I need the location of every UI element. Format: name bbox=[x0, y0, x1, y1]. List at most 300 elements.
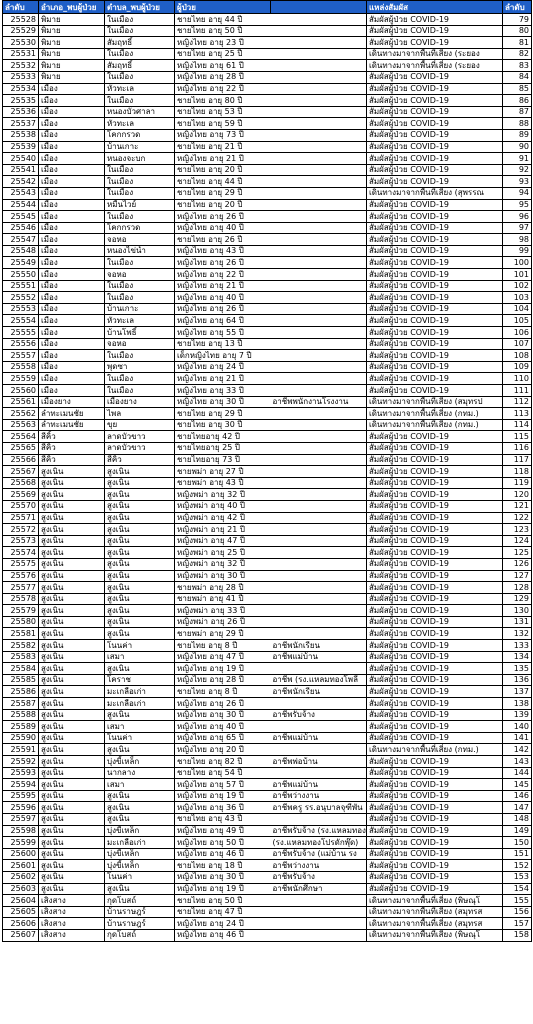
cell-district: เมือง bbox=[39, 95, 105, 107]
cell-case-no: 25588 bbox=[3, 709, 39, 721]
col-header-subdistrict: ตำบล_พบผู้ป่วย bbox=[105, 1, 175, 14]
cell-subdistrict: สูงเนิน bbox=[105, 616, 175, 628]
cell-case-no: 25575 bbox=[3, 558, 39, 570]
cell-district: สูงเนิน bbox=[39, 813, 105, 825]
cell-case-no: 25573 bbox=[3, 535, 39, 547]
cell-district: สูงเนิน bbox=[39, 651, 105, 663]
cell-case-no: 25528 bbox=[3, 14, 39, 26]
cell-occupation bbox=[271, 547, 367, 559]
table-row bbox=[3, 918, 532, 930]
cell-patient: หญิงไทย อายุ 43 ปี bbox=[175, 245, 271, 257]
cell-seq: 151 bbox=[503, 848, 532, 860]
cell-patient: เด็กหญิงไทย อายุ 7 ปี bbox=[175, 350, 271, 362]
cell-seq: 95 bbox=[503, 199, 532, 211]
cell-case-no: 25552 bbox=[3, 292, 39, 304]
table-row bbox=[3, 257, 532, 269]
cell-patient: หญิงไทย อายุ 19 ปี bbox=[175, 883, 271, 895]
cell-occupation bbox=[271, 385, 367, 397]
cell-exposure: เดินทางมาจากพื้นที่เสี่ยง (สมุทรป bbox=[367, 396, 503, 408]
cell-exposure: สัมผัสผู้ป่วย COVID-19 bbox=[367, 257, 503, 269]
cell-case-no: 25549 bbox=[3, 257, 39, 269]
cell-seq: 132 bbox=[503, 628, 532, 640]
cell-patient: หญิงไทย อายุ 40 ปี bbox=[175, 292, 271, 304]
cell-seq: 111 bbox=[503, 385, 532, 397]
cell-case-no: 25593 bbox=[3, 767, 39, 779]
cell-seq: 129 bbox=[503, 593, 532, 605]
cell-patient: หญิงไทย อายุ 49 ปี bbox=[175, 825, 271, 837]
cell-patient: ชายพม่า อายุ 41 ปี bbox=[175, 593, 271, 605]
cell-exposure: สัมผัสผู้ป่วย COVID-19 bbox=[367, 628, 503, 640]
cell-case-no: 25561 bbox=[3, 396, 39, 408]
cell-district: เมือง bbox=[39, 245, 105, 257]
cell-case-no: 25578 bbox=[3, 593, 39, 605]
cell-case-no: 25562 bbox=[3, 408, 39, 420]
cell-exposure: สัมผัสผู้ป่วย COVID-19 bbox=[367, 327, 503, 339]
cell-patient: ชายพม่า อายุ 29 ปี bbox=[175, 628, 271, 640]
cell-seq: 137 bbox=[503, 686, 532, 698]
cell-case-no: 25607 bbox=[3, 929, 39, 941]
cell-subdistrict: หนองไข่น้ำ bbox=[105, 245, 175, 257]
cell-district: เมือง bbox=[39, 303, 105, 315]
cell-seq: 146 bbox=[503, 790, 532, 802]
col-header-patient: ผู้ป่วย bbox=[175, 1, 271, 14]
cell-case-no: 25547 bbox=[3, 234, 39, 246]
table-row bbox=[3, 825, 532, 837]
cell-occupation bbox=[271, 25, 367, 37]
cell-exposure: สัมผัสผู้ป่วย COVID-19 bbox=[367, 547, 503, 559]
cell-occupation: อาชีพพ่อบ้าน bbox=[271, 756, 367, 768]
cell-patient: ชายพม่า อายุ 27 ปี bbox=[175, 466, 271, 478]
cell-occupation bbox=[271, 419, 367, 431]
cell-exposure: เดินทางมาจากพื้นที่เสี่ยง (กทม.) bbox=[367, 419, 503, 431]
table-row bbox=[3, 222, 532, 234]
table-row bbox=[3, 373, 532, 385]
cell-patient: หญิงไทย อายุ 64 ปี bbox=[175, 315, 271, 327]
col-header-occupation bbox=[271, 1, 367, 14]
table-row bbox=[3, 269, 532, 281]
cell-exposure: สัมผัสผู้ป่วย COVID-19 bbox=[367, 489, 503, 501]
cell-seq: 100 bbox=[503, 257, 532, 269]
cell-exposure: สัมผัสผู้ป่วย COVID-19 bbox=[367, 269, 503, 281]
cell-exposure: สัมผัสผู้ป่วย COVID-19 bbox=[367, 303, 503, 315]
table-row bbox=[3, 83, 532, 95]
cell-case-no: 25584 bbox=[3, 663, 39, 675]
cell-district: พิมาย bbox=[39, 60, 105, 72]
cell-patient: หญิงพม่า อายุ 40 ปี bbox=[175, 500, 271, 512]
cell-case-no: 25546 bbox=[3, 222, 39, 234]
cell-subdistrict: สูงเนิน bbox=[105, 489, 175, 501]
cell-seq: 90 bbox=[503, 141, 532, 153]
cell-seq: 118 bbox=[503, 466, 532, 478]
cell-seq: 114 bbox=[503, 419, 532, 431]
cell-exposure: สัมผัสผู้ป่วย COVID-19 bbox=[367, 582, 503, 594]
cell-occupation bbox=[271, 187, 367, 199]
cell-district: สูงเนิน bbox=[39, 860, 105, 872]
cell-seq: 92 bbox=[503, 164, 532, 176]
cell-exposure: สัมผัสผู้ป่วย COVID-19 bbox=[367, 767, 503, 779]
cell-case-no: 25544 bbox=[3, 199, 39, 211]
cell-subdistrict: สูงเนิน bbox=[105, 524, 175, 536]
cell-district: สูงเนิน bbox=[39, 466, 105, 478]
cell-exposure: สัมผัสผู้ป่วย COVID-19 bbox=[367, 871, 503, 883]
table-row bbox=[3, 593, 532, 605]
cell-subdistrict: สูงเนิน bbox=[105, 790, 175, 802]
cell-occupation bbox=[271, 292, 367, 304]
table-row bbox=[3, 60, 532, 72]
cell-seq: 115 bbox=[503, 431, 532, 443]
table-row bbox=[3, 558, 532, 570]
table-row bbox=[3, 732, 532, 744]
cell-subdistrict: ในเมือง bbox=[105, 280, 175, 292]
cell-subdistrict: บุ่งขี้เหล็ก bbox=[105, 825, 175, 837]
cell-occupation bbox=[271, 431, 367, 443]
cell-seq: 85 bbox=[503, 83, 532, 95]
cell-subdistrict: สูงเนิน bbox=[105, 628, 175, 640]
cell-case-no: 25576 bbox=[3, 570, 39, 582]
cell-occupation bbox=[271, 95, 367, 107]
cell-seq: 143 bbox=[503, 756, 532, 768]
cell-subdistrict: บ้านโพธิ์ bbox=[105, 327, 175, 339]
table-row bbox=[3, 848, 532, 860]
cell-subdistrict: หัวทะเล bbox=[105, 118, 175, 130]
cell-subdistrict: บุ่งขี้เหล็ก bbox=[105, 860, 175, 872]
cell-district: สูงเนิน bbox=[39, 674, 105, 686]
cell-district: เสิงสาง bbox=[39, 929, 105, 941]
cell-patient: ชายไทย อายุ 25 ปี bbox=[175, 48, 271, 60]
cell-subdistrict: สูงเนิน bbox=[105, 593, 175, 605]
cell-subdistrict: หัวทะเล bbox=[105, 315, 175, 327]
cell-seq: 155 bbox=[503, 895, 532, 907]
cell-district: เมือง bbox=[39, 141, 105, 153]
cell-occupation bbox=[271, 338, 367, 350]
cell-seq: 109 bbox=[503, 361, 532, 373]
cell-case-no: 25566 bbox=[3, 454, 39, 466]
cell-district: สูงเนิน bbox=[39, 698, 105, 710]
cell-subdistrict: สูงเนิน bbox=[105, 663, 175, 675]
table-row bbox=[3, 698, 532, 710]
cell-case-no: 25577 bbox=[3, 582, 39, 594]
cell-patient: ชายไทย อายุ 44 ปี bbox=[175, 176, 271, 188]
cell-seq: 116 bbox=[503, 442, 532, 454]
cell-district: สูงเนิน bbox=[39, 871, 105, 883]
cell-district: เมือง bbox=[39, 118, 105, 130]
cell-occupation bbox=[271, 512, 367, 524]
cell-subdistrict: สูงเนิน bbox=[105, 535, 175, 547]
cell-seq: 154 bbox=[503, 883, 532, 895]
cell-subdistrict: หนองบัวศาลา bbox=[105, 106, 175, 118]
cell-patient: ชายไทยอายุ 25 ปี bbox=[175, 442, 271, 454]
cell-seq: 108 bbox=[503, 350, 532, 362]
cell-exposure: สัมผัสผู้ป่วย COVID-19 bbox=[367, 709, 503, 721]
cell-patient: หญิงพม่า อายุ 32 ปี bbox=[175, 489, 271, 501]
cell-patient: หญิงพม่า อายุ 33 ปี bbox=[175, 605, 271, 617]
cell-patient: หญิงไทย อายุ 36 ปี bbox=[175, 802, 271, 814]
cell-subdistrict: ในเมือง bbox=[105, 292, 175, 304]
cell-subdistrict: เสมา bbox=[105, 721, 175, 733]
cell-case-no: 25534 bbox=[3, 83, 39, 95]
cell-subdistrict: หนองจะบก bbox=[105, 153, 175, 165]
cell-seq: 96 bbox=[503, 211, 532, 223]
cell-subdistrict: บุ่งขี้เหล็ก bbox=[105, 756, 175, 768]
cell-district: พิมาย bbox=[39, 37, 105, 49]
cell-patient: หญิงพม่า อายุ 47 ปี bbox=[175, 535, 271, 547]
table-row bbox=[3, 71, 532, 83]
table-row bbox=[3, 582, 532, 594]
cell-occupation bbox=[271, 906, 367, 918]
cell-occupation bbox=[271, 303, 367, 315]
cell-seq: 123 bbox=[503, 524, 532, 536]
cell-seq: 101 bbox=[503, 269, 532, 281]
cell-seq: 131 bbox=[503, 616, 532, 628]
cell-patient: ชายไทย อายุ 21 ปี bbox=[175, 141, 271, 153]
cell-patient: หญิงไทย อายุ 21 ปี bbox=[175, 373, 271, 385]
cell-district: สีคิ้ว bbox=[39, 431, 105, 443]
cell-exposure: เดินทางมาจากพื้นที่เสี่ยง (ระยอง bbox=[367, 48, 503, 60]
cell-occupation: (รง.แหลมทองโปรดักพุ๊ด) bbox=[271, 837, 367, 849]
cell-district: เมืองยาง bbox=[39, 396, 105, 408]
cell-seq: 86 bbox=[503, 95, 532, 107]
cell-district: สูงเนิน bbox=[39, 883, 105, 895]
cell-occupation: อาชีพรับจ้าง bbox=[271, 871, 367, 883]
table-row bbox=[3, 408, 532, 420]
cell-patient: ชายไทย อายุ 20 ปี bbox=[175, 199, 271, 211]
cell-subdistrict: ในเมือง bbox=[105, 25, 175, 37]
table-row bbox=[3, 361, 532, 373]
cell-exposure: สัมผัสผู้ป่วย COVID-19 bbox=[367, 605, 503, 617]
cell-occupation bbox=[271, 570, 367, 582]
cell-case-no: 25541 bbox=[3, 164, 39, 176]
table-row bbox=[3, 813, 532, 825]
cell-subdistrict: ขุย bbox=[105, 419, 175, 431]
cell-district: สูงเนิน bbox=[39, 790, 105, 802]
cell-patient: หญิงไทย อายุ 26 ปี bbox=[175, 303, 271, 315]
cell-occupation bbox=[271, 454, 367, 466]
table-row bbox=[3, 802, 532, 814]
cell-exposure: สัมผัสผู้ป่วย COVID-19 bbox=[367, 222, 503, 234]
cell-case-no: 25548 bbox=[3, 245, 39, 257]
cell-patient: ชายไทย อายุ 29 ปี bbox=[175, 187, 271, 199]
cell-occupation bbox=[271, 408, 367, 420]
table-row bbox=[3, 95, 532, 107]
cell-occupation bbox=[271, 350, 367, 362]
table-row bbox=[3, 524, 532, 536]
cell-exposure: สัมผัสผู้ป่วย COVID-19 bbox=[367, 292, 503, 304]
cell-case-no: 25550 bbox=[3, 269, 39, 281]
cell-subdistrict: ในเมือง bbox=[105, 187, 175, 199]
cell-occupation: อาชีพรับจ้าง (แม่บ้าน รง bbox=[271, 848, 367, 860]
cell-occupation bbox=[271, 129, 367, 141]
cell-seq: 93 bbox=[503, 176, 532, 188]
cell-exposure: สัมผัสผู้ป่วย COVID-19 bbox=[367, 106, 503, 118]
cell-exposure: สัมผัสผู้ป่วย COVID-19 bbox=[367, 663, 503, 675]
table-row bbox=[3, 547, 532, 559]
cell-case-no: 25600 bbox=[3, 848, 39, 860]
cell-subdistrict: สูงเนิน bbox=[105, 512, 175, 524]
cell-exposure: สัมผัสผู้ป่วย COVID-19 bbox=[367, 71, 503, 83]
cell-occupation bbox=[271, 14, 367, 26]
col-header-no: ลำดับ bbox=[3, 1, 39, 14]
cell-district: สีคิ้ว bbox=[39, 454, 105, 466]
cell-seq: 94 bbox=[503, 187, 532, 199]
cell-subdistrict: โคกกรวด bbox=[105, 222, 175, 234]
cell-subdistrict: ไพล bbox=[105, 408, 175, 420]
table-row bbox=[3, 419, 532, 431]
cell-district: พิมาย bbox=[39, 14, 105, 26]
cell-patient: ชายไทย อายุ 29 ปี bbox=[175, 408, 271, 420]
cell-district: สูงเนิน bbox=[39, 558, 105, 570]
cell-occupation: อาชีพว่างงาน bbox=[271, 790, 367, 802]
cell-occupation bbox=[271, 616, 367, 628]
col-header-seq: ลำดับ bbox=[503, 1, 532, 14]
cell-exposure: สัมผัสผู้ป่วย COVID-19 bbox=[367, 361, 503, 373]
cell-exposure: สัมผัสผู้ป่วย COVID-19 bbox=[367, 825, 503, 837]
cell-exposure: สัมผัสผู้ป่วย COVID-19 bbox=[367, 25, 503, 37]
cell-seq: 125 bbox=[503, 547, 532, 559]
cell-district: เมือง bbox=[39, 373, 105, 385]
cell-case-no: 25560 bbox=[3, 385, 39, 397]
cell-subdistrict: เสมา bbox=[105, 651, 175, 663]
cell-occupation: อาชีพแม่บ้าน bbox=[271, 779, 367, 791]
cell-occupation: อาชีพนักเรียน bbox=[271, 686, 367, 698]
table-row bbox=[3, 106, 532, 118]
cell-exposure: สัมผัสผู้ป่วย COVID-19 bbox=[367, 350, 503, 362]
cell-patient: หญิงไทย อายุ 28 ปี bbox=[175, 674, 271, 686]
cell-patient: ชายไทย อายุ 8 ปี bbox=[175, 640, 271, 652]
cell-seq: 149 bbox=[503, 825, 532, 837]
table-row bbox=[3, 466, 532, 478]
cell-occupation: อาชีพว่างงาน bbox=[271, 860, 367, 872]
cell-exposure: เดินทางมาจากพื้นที่เสี่ยง (พิษณุโ bbox=[367, 895, 503, 907]
cell-occupation bbox=[271, 211, 367, 223]
cell-case-no: 25579 bbox=[3, 605, 39, 617]
cell-district: สูงเนิน bbox=[39, 837, 105, 849]
cell-subdistrict: ในเมือง bbox=[105, 71, 175, 83]
cell-exposure: สัมผัสผู้ป่วย COVID-19 bbox=[367, 813, 503, 825]
table-row bbox=[3, 616, 532, 628]
cell-patient: ชายไทย อายุ 59 ปี bbox=[175, 118, 271, 130]
cell-case-no: 25564 bbox=[3, 431, 39, 443]
cell-patient: หญิงพม่า อายุ 42 ปี bbox=[175, 512, 271, 524]
cell-case-no: 25543 bbox=[3, 187, 39, 199]
table-row bbox=[3, 118, 532, 130]
cell-subdistrict: สูงเนิน bbox=[105, 547, 175, 559]
table-row bbox=[3, 14, 532, 26]
cell-patient: ชายไทย อายุ 82 ปี bbox=[175, 756, 271, 768]
cell-exposure: สัมผัสผู้ป่วย COVID-19 bbox=[367, 141, 503, 153]
cell-subdistrict: ในเมือง bbox=[105, 350, 175, 362]
cell-case-no: 25582 bbox=[3, 640, 39, 652]
cell-patient: หญิงไทย อายุ 26 ปี bbox=[175, 698, 271, 710]
cell-exposure: สัมผัสผู้ป่วย COVID-19 bbox=[367, 211, 503, 223]
cell-occupation bbox=[271, 48, 367, 60]
cell-occupation bbox=[271, 605, 367, 617]
cell-seq: 141 bbox=[503, 732, 532, 744]
cell-exposure: สัมผัสผู้ป่วย COVID-19 bbox=[367, 686, 503, 698]
cell-subdistrict: สูงเนิน bbox=[105, 570, 175, 582]
cell-exposure: สัมผัสผู้ป่วย COVID-19 bbox=[367, 790, 503, 802]
table-row bbox=[3, 280, 532, 292]
cell-exposure: สัมผัสผู้ป่วย COVID-19 bbox=[367, 83, 503, 95]
cell-subdistrict: สูงเนิน bbox=[105, 744, 175, 756]
cell-case-no: 25540 bbox=[3, 153, 39, 165]
cell-seq: 110 bbox=[503, 373, 532, 385]
cell-seq: 79 bbox=[503, 14, 532, 26]
cell-exposure: สัมผัสผู้ป่วย COVID-19 bbox=[367, 373, 503, 385]
cell-patient: ชายไทย อายุ 54 ปี bbox=[175, 767, 271, 779]
cell-case-no: 25530 bbox=[3, 37, 39, 49]
cell-subdistrict: โนนค่า bbox=[105, 640, 175, 652]
table-row bbox=[3, 570, 532, 582]
cell-occupation bbox=[271, 361, 367, 373]
cell-subdistrict: ในเมือง bbox=[105, 176, 175, 188]
cell-subdistrict: นากลาง bbox=[105, 767, 175, 779]
cell-exposure: เดินทางมาจากพื้นที่เสี่ยง (ระยอง bbox=[367, 60, 503, 72]
cell-case-no: 25532 bbox=[3, 60, 39, 72]
cell-seq: 126 bbox=[503, 558, 532, 570]
cell-patient: ชายไทย อายุ 50 ปี bbox=[175, 895, 271, 907]
cell-district: เมือง bbox=[39, 176, 105, 188]
cell-exposure: สัมผัสผู้ป่วย COVID-19 bbox=[367, 721, 503, 733]
cell-patient: หญิงไทย อายุ 24 ปี bbox=[175, 361, 271, 373]
cell-seq: 140 bbox=[503, 721, 532, 733]
cell-district: สูงเนิน bbox=[39, 605, 105, 617]
cell-subdistrict: เมืองยาง bbox=[105, 396, 175, 408]
cell-exposure: สัมผัสผู้ป่วย COVID-19 bbox=[367, 883, 503, 895]
cell-occupation: อาชีพรับจ้าง (รง.แหลมทอง bbox=[272, 826, 366, 836]
cell-occupation bbox=[271, 767, 367, 779]
cell-exposure: เดินทางมาจากพื้นที่เสี่ยง (กทม.) bbox=[367, 408, 503, 420]
cell-patient: หญิงไทย อายุ 40 ปี bbox=[175, 222, 271, 234]
cell-district: เมือง bbox=[39, 187, 105, 199]
cell-exposure: สัมผัสผู้ป่วย COVID-19 bbox=[367, 524, 503, 536]
cell-subdistrict: สูงเนิน bbox=[105, 883, 175, 895]
cell-patient: หญิงไทย อายุ 30 ปี bbox=[175, 396, 271, 408]
cell-seq: 80 bbox=[503, 25, 532, 37]
cell-subdistrict: โนนค่า bbox=[105, 732, 175, 744]
cell-occupation bbox=[271, 500, 367, 512]
cell-district: เมือง bbox=[39, 361, 105, 373]
cell-case-no: 25604 bbox=[3, 895, 39, 907]
cell-district: เมือง bbox=[39, 385, 105, 397]
cell-subdistrict: โคกกรวด bbox=[105, 129, 175, 141]
cell-case-no: 25545 bbox=[3, 211, 39, 223]
table-row bbox=[3, 327, 532, 339]
cell-occupation: อาชีพครู รร.อนุบาลจุฑีพัน bbox=[271, 802, 367, 814]
table-row bbox=[3, 176, 532, 188]
cell-occupation: อาชีพพนักงานโรงงาน bbox=[271, 396, 367, 408]
cell-subdistrict: บุ่งขี้เหล็ก bbox=[105, 848, 175, 860]
cell-seq: 105 bbox=[503, 315, 532, 327]
cell-patient: ชายไทย อายุ 20 ปี bbox=[175, 164, 271, 176]
cell-occupation bbox=[271, 234, 367, 246]
cell-seq: 87 bbox=[503, 106, 532, 118]
table-row bbox=[3, 929, 532, 941]
cell-subdistrict: สีคิ้ว bbox=[105, 454, 175, 466]
col-header-exposure: แหล่งสัมผัส bbox=[367, 1, 503, 14]
cell-exposure: สัมผัสผู้ป่วย COVID-19 bbox=[367, 860, 503, 872]
cell-occupation bbox=[271, 895, 367, 907]
cell-occupation bbox=[271, 442, 367, 454]
table-row bbox=[3, 837, 532, 849]
cell-subdistrict: กุดโบสถ์ bbox=[105, 929, 175, 941]
cell-patient: ชายไทย อายุ 53 ปี bbox=[175, 106, 271, 118]
table-row bbox=[3, 442, 532, 454]
cell-case-no: 25536 bbox=[3, 106, 39, 118]
cell-occupation bbox=[271, 663, 367, 675]
cell-subdistrict: หัวทะเล bbox=[105, 83, 175, 95]
cell-seq: 106 bbox=[503, 327, 532, 339]
cell-patient: หญิงไทย อายุ 22 ปี bbox=[175, 269, 271, 281]
